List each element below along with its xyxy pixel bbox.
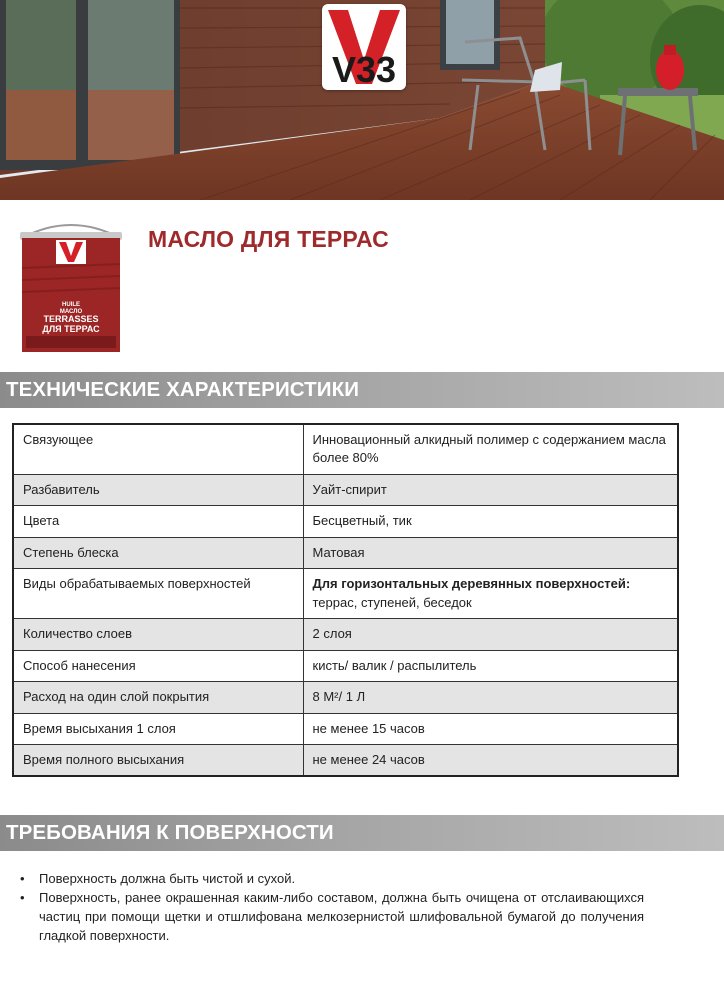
requirement-text: Поверхность, ранее окрашенная каким-либо составом, должна быть очищена от отслаивающихся частиц при помощи щетки и отшлифована мелкозернистой шлифовальной бумагой до получения гладкой поверхности. (39, 889, 644, 943)
spec-value: Уайт-спирит (303, 474, 678, 505)
list-item (20, 889, 644, 946)
spec-value: кисть/ валик / распылитель (303, 650, 678, 681)
requirements-list (20, 870, 644, 945)
brand-logo (322, 4, 406, 90)
spec-table (12, 423, 679, 777)
bullet-icon: • (20, 871, 25, 886)
spec-label: Степень блеска (13, 537, 303, 568)
product-can-image (16, 218, 126, 358)
spec-label: Расход на один слой покрытия (13, 682, 303, 713)
can-label-maslo: МАСЛО (59, 309, 83, 315)
spec-value: террас, ступеней, беседок (312, 594, 472, 610)
table-row (13, 744, 678, 776)
table-row (13, 424, 678, 474)
spec-label: Способ нанесения (13, 650, 303, 681)
spec-value: не менее 15 часов (303, 713, 678, 744)
spec-value: 2 слоя (303, 619, 678, 650)
spec-value: Матовая (303, 537, 678, 568)
spec-label: Время высыхания 1 слоя (13, 713, 303, 744)
can-label-terrasses: TERRASSES (43, 314, 99, 324)
requirement-text: Поверхность должна быть чистой и сухой. (39, 871, 296, 886)
spec-label: Разбавитель (13, 474, 303, 505)
section-title-surface-requirements: ТРЕБОВАНИЯ К ПОВЕРХНОСТИ (0, 815, 724, 851)
spec-value-bold: Для горизонтальных деревянных поверхностей: (312, 576, 631, 592)
spec-value: 8 М²/ 1 Л (303, 682, 678, 713)
can-label-dlya-terras: ДЛЯ ТЕРРАС (42, 324, 100, 334)
table-row (13, 537, 678, 568)
spec-value: не менее 24 часов (303, 744, 678, 776)
table-row (13, 619, 678, 650)
spec-label: Цвета (13, 506, 303, 537)
bullet-icon: • (20, 889, 25, 905)
can-label-huile: HUILE (62, 302, 80, 308)
spec-value: Инновационный алкидный полимер с содержанием масла более 80% (303, 424, 678, 474)
spec-label: Виды обрабатываемых поверхностей (13, 569, 303, 619)
spec-label: Количество слоев (13, 619, 303, 650)
product-title: МАСЛО ДЛЯ ТЕРРАС (148, 226, 389, 252)
table-row (13, 474, 678, 505)
spec-label: Связующее (13, 424, 303, 474)
table-row (13, 506, 678, 537)
table-row (13, 682, 678, 713)
table-row (13, 713, 678, 744)
logo-text: V33 (331, 49, 397, 90)
list-item (20, 870, 644, 889)
spec-value-cell (303, 569, 678, 619)
table-row (13, 650, 678, 681)
spec-value: Бесцветный, тик (303, 506, 678, 537)
table-row (13, 569, 678, 619)
section-title-tech-specs: ТЕХНИЧЕСКИЕ ХАРАКТЕРИСТИКИ (0, 372, 724, 408)
spec-label: Время полного высыхания (13, 744, 303, 776)
